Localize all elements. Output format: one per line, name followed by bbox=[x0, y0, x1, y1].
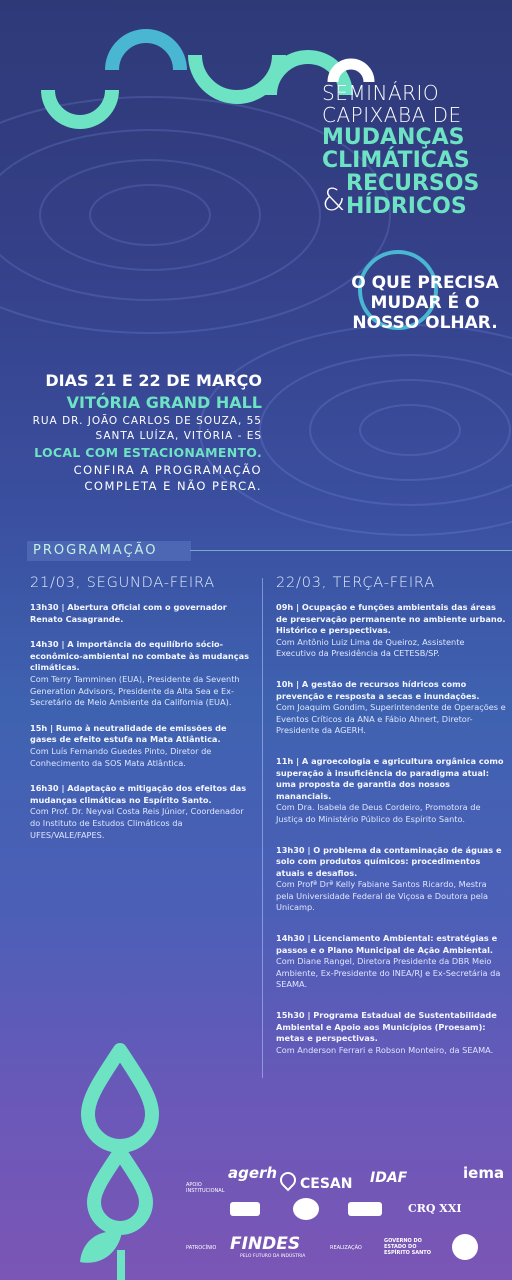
event-speaker: Com Prof. Dr. Neyval Costa Reis Júnior, Coordenador do Instituto de Estudos Climáticos da UFES/VALE/FAPES. bbox=[30, 806, 244, 840]
event-speaker: Com Terry Tamminen (EUA), Presidente da Seventh Generation Advisors, Presidente da Alta Sea e Ex-Secretário de Meio Ambiente da California (EUA). bbox=[30, 673, 240, 708]
program-heading: PROGRAMAÇÃO bbox=[27, 541, 191, 561]
event-speaker: Com Luís Fernando Guedes Pinto, Diretor de Conhecimento da SOS Mata Atlântica. bbox=[30, 745, 212, 768]
event-title: 16h30 | Adaptação e mitigação dos efeitos das mudanças climáticas no Espírito Santo. bbox=[30, 783, 247, 805]
title-line-4: CLIMÁTICAS bbox=[322, 148, 470, 173]
ampersand: & bbox=[322, 183, 346, 218]
list-item bbox=[276, 1010, 506, 1056]
event-title: 09h | Ocupação e funções ambientais das áreas de preservação permanente no ambiente urbano. Histórico e perspectivas. bbox=[276, 602, 506, 636]
tagline-line-1: O QUE PRECISA bbox=[351, 273, 499, 293]
logo-idaf: IDAF bbox=[370, 1170, 408, 1186]
event-info bbox=[0, 370, 262, 494]
parking-note: LOCAL COM ESTACIONAMENTO. bbox=[34, 445, 262, 460]
event-title: 11h | A agroecologia e agricultura orgânica como superação à insuficiência do paradigma atual: uma proposta de garantia dos nossos mananciais. bbox=[276, 755, 504, 801]
title-line-2: CAPIXABA DE bbox=[322, 103, 462, 127]
day2-schedule bbox=[276, 602, 506, 1068]
event-title: 15h | Rumo à neutralidade de emissões de gases de efeito estufa na Mata Atlântica. bbox=[30, 722, 227, 745]
day1-schedule bbox=[30, 602, 255, 853]
title-line-6: HÍDRICOS bbox=[346, 194, 467, 219]
sponsors-footer bbox=[180, 1150, 512, 1280]
logo-crq: CRQ XXI bbox=[408, 1202, 462, 1215]
tagline-line-3: NOSSO OLHAR. bbox=[352, 313, 498, 333]
logo-fundagres bbox=[230, 1202, 260, 1216]
event-title: 14h30 | A importância do equilíbrio sócio-econômico-ambiental no combate às mudanças climáticas. bbox=[30, 639, 249, 673]
tagline bbox=[340, 273, 510, 333]
title-line-5: RECURSOS bbox=[346, 171, 480, 196]
seminar-title bbox=[322, 82, 512, 218]
address-line-2: SANTA LUÍZA, VITÓRIA - ES bbox=[95, 430, 262, 442]
event-venue: VITÓRIA GRAND HALL bbox=[66, 393, 262, 412]
event-speaker: Com Anderson Ferrari e Robson Monteiro, da SEAMA. bbox=[276, 1044, 494, 1055]
day2-title: 22/03, TERÇA-FEIRA bbox=[276, 575, 435, 591]
list-item bbox=[276, 756, 506, 826]
cta-line-1: CONFIRA A PROGRAMAÇÃO bbox=[73, 463, 262, 477]
logo-cesan: CESAN bbox=[280, 1172, 352, 1192]
address-line-1: RUA DR. JOÃO CARLOS DE SOUZA, 55 bbox=[32, 415, 262, 427]
list-item bbox=[30, 602, 255, 625]
cta-line-2: COMPLETA E NÃO PERCA. bbox=[84, 479, 262, 493]
sprout-icon bbox=[80, 1231, 125, 1280]
water-drop-icon bbox=[94, 1152, 146, 1228]
day1-title: 21/03, SEGUNDA-FEIRA bbox=[30, 575, 215, 591]
program-heading-rule bbox=[190, 550, 512, 551]
event-title: 15h30 | Programa Estadual de Sustentabilidade Ambiental e Apoio aos Municípios (Proesam): metas e perspectivas. bbox=[276, 1010, 497, 1044]
event-speaker: Com Dra. Isabela de Deus Cordeiro, Promotora de Justiça do Ministério Público do Espírito Santo. bbox=[276, 802, 481, 824]
event-title: 14h30 | Licenciamento Ambiental: estratégias e passos e o Plano Municipal de Ação Ambiental. bbox=[276, 933, 498, 955]
list-item bbox=[30, 639, 255, 709]
list-item bbox=[276, 933, 506, 991]
water-drop-icons bbox=[0, 1040, 180, 1280]
findes-tagline: PELO FUTURO DA INDÚSTRIA bbox=[240, 1254, 306, 1259]
list-item bbox=[30, 783, 255, 841]
event-title: 13h30 | Abertura Oficial com o governador Renato Casagrande. bbox=[30, 602, 227, 624]
event-speaker: Com Antônio Luiz Lima de Queiroz, Assistente Executivo da Presidência da CETESB/SP. bbox=[276, 636, 465, 659]
label-sponsor: PATROCÍNIO bbox=[186, 1245, 217, 1251]
title-line-1: SEMINÁRIO bbox=[322, 81, 440, 105]
water-drop-icon bbox=[88, 1050, 152, 1146]
column-divider bbox=[262, 578, 263, 1078]
event-title: 13h30 | O problema da contaminação de águas e solo com produtos químicos: procedimentos atuais e desafios. bbox=[276, 844, 502, 878]
event-speaker: Com Profª Drª Kelly Fabiane Santos Ricardo, Mestra pela Universidade Federal de Viçosa e Doutora pela Unicamp. bbox=[276, 879, 489, 913]
logo-findes: FINDES bbox=[230, 1234, 301, 1254]
tagline-line-2: MUDAR É O bbox=[370, 293, 480, 313]
list-item bbox=[276, 602, 506, 660]
list-item bbox=[276, 845, 506, 915]
list-item bbox=[276, 679, 506, 737]
cesan-drop-icon bbox=[277, 1169, 300, 1192]
event-dates: DIAS 21 E 22 DE MARÇO bbox=[45, 371, 262, 390]
list-item bbox=[30, 723, 255, 769]
title-line-3: MUDANÇAS bbox=[322, 125, 465, 150]
logo-iema: iema bbox=[463, 1164, 505, 1182]
logo-crbio bbox=[293, 1198, 319, 1220]
label-realization: REALIZAÇÃO bbox=[330, 1245, 362, 1251]
logo-agerh: agerh bbox=[228, 1164, 278, 1182]
event-title: 10h | A gestão de recursos hídricos como prevenção e resposta a secas e inundações. bbox=[276, 678, 480, 701]
event-speaker: Com Joaquim Gondim, Superintendente de Operações e Eventos Críticos da ANA e Fábio Ahnert, Diretor-Presidente da AGERH. bbox=[276, 702, 506, 736]
event-speaker: Com Diane Rangel, Diretora Presidente da DBR Meio Ambiente, Ex-Presidente do INEA/RJ e Ex-Secretária da SEAMA. bbox=[276, 956, 501, 990]
state-coat-of-arms-icon bbox=[452, 1234, 478, 1260]
logo-andesa bbox=[348, 1202, 382, 1216]
label-support: APOIO INSTITUCIONAL bbox=[186, 1182, 225, 1194]
govt-name: GOVERNO DO ESTADO DO ESPÍRITO SANTO bbox=[384, 1238, 431, 1256]
